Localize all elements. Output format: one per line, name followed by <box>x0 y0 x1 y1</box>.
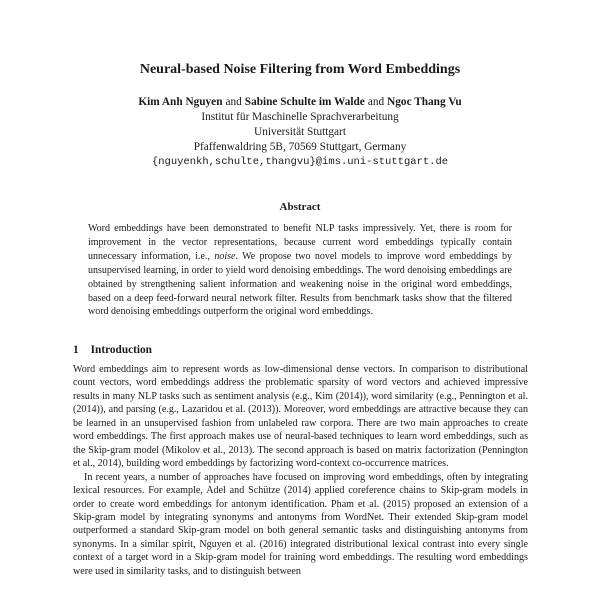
section-body <box>73 363 528 578</box>
abstract-emphasis: noise <box>214 250 236 262</box>
affiliation-line: Universität Stuttgart <box>254 126 346 138</box>
abstract-heading: Abstract <box>279 201 321 213</box>
abstract-text <box>88 222 512 319</box>
author-separator: and <box>367 96 385 108</box>
abstract-text-part: Word embeddings have been demonstrated to benefit NLP tasks impressively. Yet, there is room for improvement in the vector representations, because current word embeddings typically contain unnecessary information, i.e., <box>88 223 512 262</box>
author-name: Kim Anh Nguyen <box>138 96 223 108</box>
author-email: {nguyenkh,schulte,thangvu}@ims.uni-stuttgart.de <box>151 156 449 168</box>
author-name: Sabine Schulte im Walde <box>244 96 365 108</box>
author-separator: and <box>225 96 242 108</box>
section-number: 1 <box>73 344 79 356</box>
section-title: Introduction <box>90 344 152 356</box>
author-block <box>0 95 600 170</box>
affiliation-line: Pfaffenwaldring 5B, 70569 Stuttgart, Germany <box>193 141 407 153</box>
body-paragraph: In recent years, a number of approaches have focused on improving word embeddings, often by integrating lexical resources. For example, Adel and Schütze (2014) applied coreference chains to Skip-gram models in order to create word embeddings for antonym identification. Pham et al. (2015) proposed an extension of a Skip-gram model by integrating synonyms and antonyms from WordNet. Their extended Skip-gram model outperformed a standard Skip-gram model on both general semantic tasks and distinguishing antonyms from synonyms. In a similar spirit, Nguyen et al. (2016) integrated distributional lexical contrast into every single context of a target word in a Skip-gram model for training word embeddings. The resulting word embeddings were used in similarity tasks, and to distinguish between <box>73 471 528 577</box>
author-names <box>0 95 600 110</box>
affiliation-line: Institut für Maschinelle Sprachverarbeitung <box>201 111 399 123</box>
author-name: Ngoc Thang Vu <box>387 96 462 108</box>
paper-title: Neural-based Noise Filtering from Word Embeddings <box>139 62 461 77</box>
section-heading <box>73 344 152 356</box>
abstract-text-part: . We propose two novel models to improve word embeddings by unsupervised learning, in order to yield word denoising embeddings. The word denoising embeddings are obtained by strengthening salient information and weakening noise in the original word embeddings, based on a deep feed-forward neural network filter. Results from benchmark tasks show that the filtered word denoising embeddings outperform the original word embeddings. <box>88 250 513 318</box>
body-paragraph: Word embeddings aim to represent words as low-dimensional dense vectors. In comparison to distributional count vectors, word embeddings address the problematic sparsity of word vectors and achieved impressive results in many NLP tasks such as sentiment analysis (e.g., Kim (2014)), word similarity (e.g., Pennington et al. (2014)), and parsing (e.g., Lazaridou et al. (2013)). Moreover, word embeddings are attractive because they can be learned in an unsupervised fashion from unlabeled raw corpora. There are two main approaches to create word embeddings. The first approach makes use of neural-based techniques to learn word embeddings, such as the Skip-gram model (Mikolov et al., 2013). The second approach is based on matrix factorization (Pennington et al., 2014), building word embeddings by factorizing word-context co-occurrence matrices. <box>73 364 528 470</box>
